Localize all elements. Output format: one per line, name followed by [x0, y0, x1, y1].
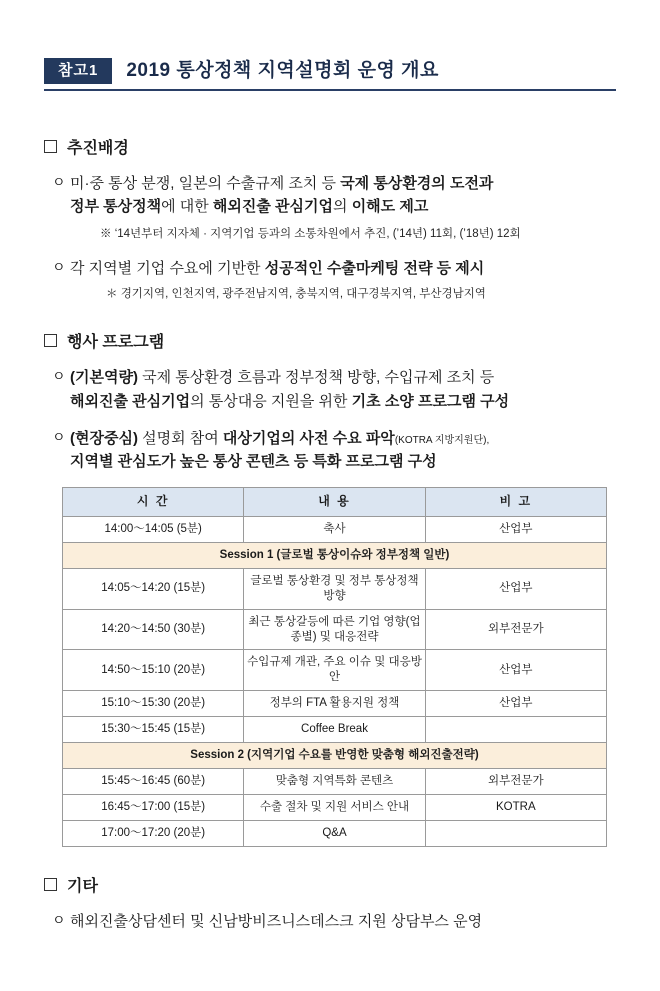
text-run-bold: (기본역량) — [70, 369, 138, 387]
circle-bullet-icon: ㅇ — [52, 368, 66, 385]
section-heading-label: 기타 — [67, 877, 98, 895]
circle-bullet-icon: ㅇ — [52, 911, 66, 928]
list-item-text — [70, 172, 616, 219]
text-run: 해외진출상담센터 및 신남방비즈니스데스크 지원 상담부스 운영 — [70, 912, 483, 930]
text-run: 국제 통상환경 흐름과 정부정책 방향, 수입규제 조치 등 — [137, 369, 495, 387]
footnote: ※ ‘14년부터 지자체 · 지역기업 등과의 소통차원에서 추진, (’14년) 11회, (’18년) 12회 — [100, 227, 521, 240]
text-run-small: (KOTRA 지방지원단), — [394, 434, 490, 446]
table-row — [63, 795, 607, 821]
cell-content: 맞춤형 지역특화 콘텐츠 — [244, 769, 425, 795]
cell-content: 축사 — [244, 516, 425, 542]
table-session-row — [63, 743, 607, 769]
circle-bullet-icon: ㅇ — [52, 428, 66, 445]
cell-time: 14:50～15:10 (20분) — [63, 650, 244, 691]
circle-bullet-icon: ㅇ — [52, 258, 66, 275]
table-row — [63, 821, 607, 847]
cell-time: 17:00～17:20 (20분) — [63, 821, 244, 847]
cell-note: KOTRA — [425, 795, 606, 821]
document-body — [44, 91, 616, 959]
table-row — [63, 609, 607, 650]
cell-content: Coffee Break — [244, 717, 425, 743]
cell-note: 산업부 — [425, 691, 606, 717]
section-heading-background — [44, 135, 616, 158]
section-heading-label: 추진배경 — [67, 140, 129, 157]
text-run-bold: 해외진출 관심기업 — [212, 198, 334, 216]
text-run: 의 — [333, 198, 352, 216]
column-header-time: 시 간 — [63, 488, 244, 517]
text-run: 미·중 통상 분쟁, 일본의 수출규제 조치 등 — [70, 175, 341, 192]
column-header-content: 내 용 — [244, 488, 425, 517]
square-bullet-icon — [44, 140, 57, 153]
cell-time: 14:00～14:05 (5분) — [63, 516, 244, 542]
list-item-text — [70, 427, 616, 474]
list-item — [44, 172, 616, 219]
cell-content: 수출 절차 및 지원 서비스 안내 — [244, 795, 425, 821]
cell-note: 산업부 — [425, 568, 606, 609]
table-row — [63, 568, 607, 609]
cell-time: 14:20～14:50 (30분) — [63, 609, 244, 650]
cell-content: Q&A — [244, 821, 425, 847]
document-header — [44, 58, 616, 91]
footnote: ＊ 경기지역, 인천지역, 광주전남지역, 충북지역, 대구경북지역, 부산경남지역 — [106, 288, 486, 300]
text-run-bold: 성공적인 수출마케팅 전략 등 제시 — [264, 259, 485, 277]
cell-content: 글로벌 통상환경 및 정부 통상정책 방향 — [244, 568, 425, 609]
page-title: 2019 통상정책 지역설명회 운영 개요 — [126, 59, 439, 81]
table-header — [63, 488, 607, 517]
cell-content: 정부의 FTA 활용지원 정책 — [244, 691, 425, 717]
square-bullet-icon — [44, 878, 57, 891]
cell-note: 외부전문가 — [425, 609, 606, 650]
cell-content: 최근 통상갈등에 따른 기업 영향(업종별) 및 대응전략 — [244, 609, 425, 650]
table-row — [63, 691, 607, 717]
square-bullet-icon — [44, 334, 57, 347]
cell-content: 수입규제 개관, 주요 이슈 및 대응방안 — [244, 650, 425, 691]
list-item-text — [70, 366, 616, 413]
circle-bullet-icon: ㅇ — [52, 174, 66, 190]
table-body — [63, 516, 607, 846]
cell-time: 16:45～17:00 (15분) — [63, 795, 244, 821]
list-item — [44, 427, 616, 474]
section-heading-label: 행사 프로그램 — [67, 334, 165, 352]
section-heading-other — [44, 873, 616, 896]
section-heading-program — [44, 329, 616, 352]
table-row — [63, 717, 607, 743]
text-run: 의 통상대응 지원을 위한 — [190, 392, 352, 410]
text-run-bold: 해외진출 관심기업 — [70, 392, 191, 410]
cell-session-label: Session 2 (지역기업 수요를 반영한 맞춤형 해외진출전략) — [63, 743, 607, 769]
table-session-row — [63, 542, 607, 568]
column-header-note: 비 고 — [425, 488, 606, 517]
text-run-bold: 정부 통상정책 — [70, 198, 162, 216]
cell-session-label: Session 1 (글로벌 통상이슈와 정부정책 일반) — [63, 542, 607, 568]
cell-note: 산업부 — [425, 650, 606, 691]
cell-time: 15:10～15:30 (20분) — [63, 691, 244, 717]
text-run-bold: 이해도 제고 — [351, 198, 429, 216]
table-row — [63, 769, 607, 795]
cell-note: 외부전문가 — [425, 769, 606, 795]
cell-note: 산업부 — [425, 516, 606, 542]
cell-note — [425, 821, 606, 847]
document-page — [0, 58, 660, 991]
table-header-row — [63, 488, 607, 517]
text-run: 에 대한 — [161, 198, 213, 216]
reference-badge: 참고1 — [44, 58, 112, 84]
list-item-text — [70, 910, 616, 933]
bottom-spacer — [44, 933, 616, 959]
cell-time: 14:05～14:20 (15분) — [63, 568, 244, 609]
list-item — [44, 910, 616, 933]
table-row — [63, 516, 607, 542]
text-run-bold: 대상기업의 사전 수요 파악 — [222, 429, 395, 447]
text-run: 각 지역별 기업 수요에 기반한 — [70, 259, 265, 277]
agenda-table — [62, 487, 607, 847]
cell-time: 15:45～16:45 (60분) — [63, 769, 244, 795]
list-item — [44, 366, 616, 413]
text-run-bold: (현장중심) — [70, 429, 138, 447]
text-run-bold: 지역별 관심도가 높은 통상 콘텐츠 등 특화 프로그램 구성 — [70, 453, 437, 470]
list-item — [44, 257, 616, 280]
cell-note — [425, 717, 606, 743]
list-item-text — [70, 257, 616, 280]
text-run-bold: 기초 소양 프로그램 구성 — [351, 392, 510, 410]
text-run-bold: 국제 통상환경의 도전과 — [340, 175, 494, 192]
text-run: 설명회 참여 — [137, 429, 223, 447]
table-row — [63, 650, 607, 691]
cell-time: 15:30～15:45 (15분) — [63, 717, 244, 743]
